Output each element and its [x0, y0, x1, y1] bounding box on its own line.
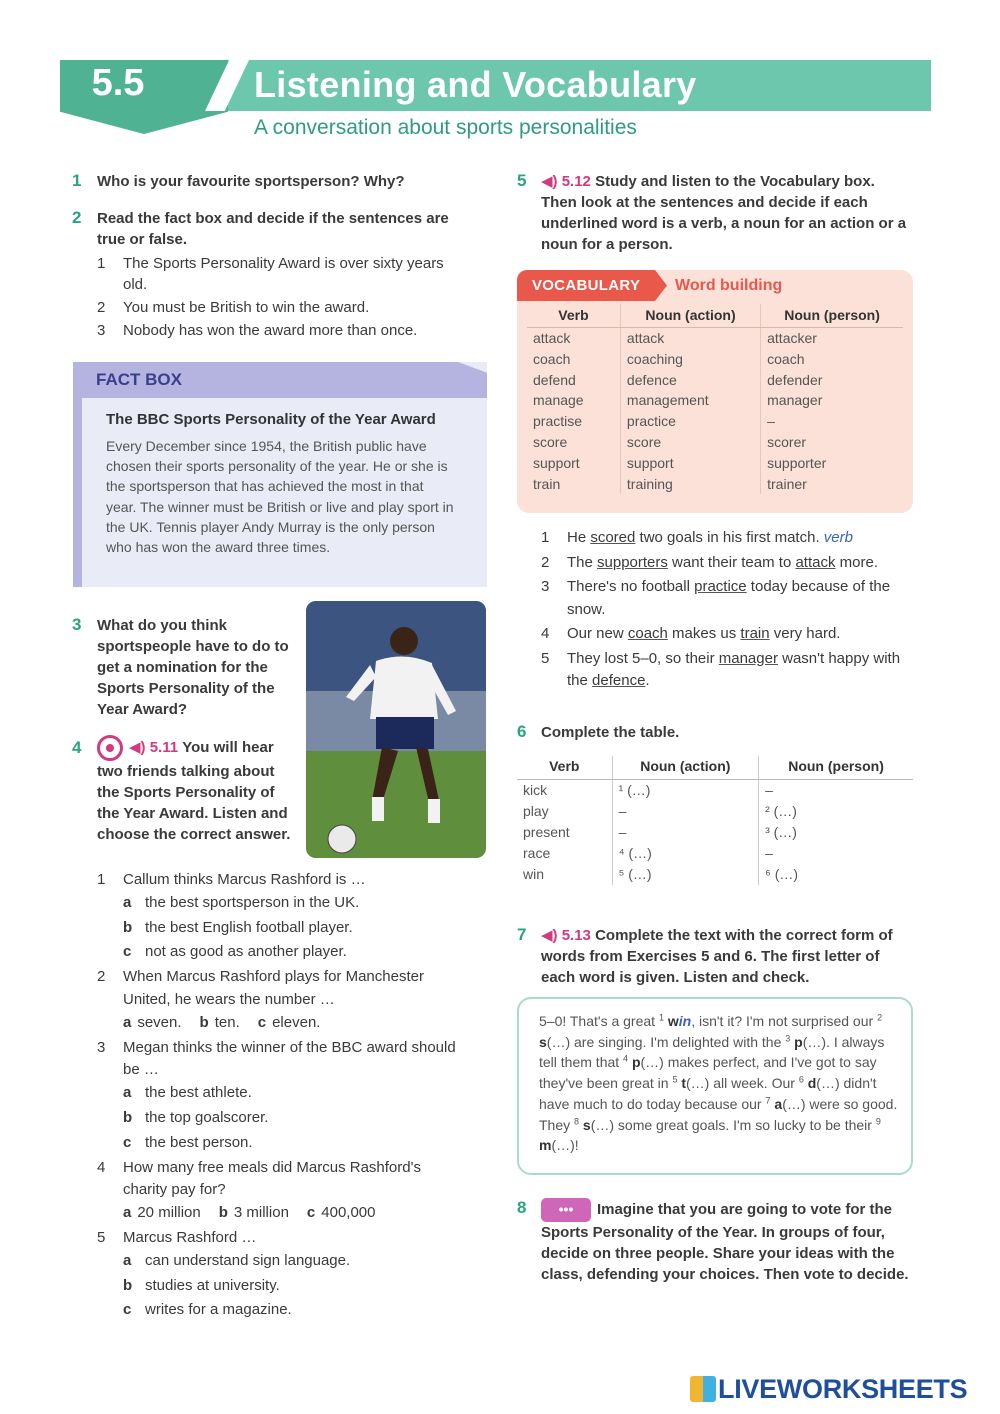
answer-option[interactable]: a seven. — [123, 1013, 182, 1031]
answer-option[interactable]: c not as good as another player. — [123, 943, 347, 961]
unit-number: 5.5 — [91, 62, 145, 104]
answer-blank[interactable]: ⁶ (…) — [759, 864, 913, 885]
audio-track[interactable]: 5.12 — [561, 173, 591, 190]
exercise-2-number: 2 — [72, 208, 82, 227]
answer-option[interactable]: a 20 million — [123, 1204, 201, 1222]
example-answer: verb — [823, 529, 853, 546]
exercise-3-question: What do you think sportspeople have to do to get a nomination for the Sports Personality of the Year Award? — [97, 617, 289, 718]
list-item: 1 The Sports Personality Award is over sixty years old. — [97, 255, 444, 293]
answer-option[interactable]: b ten. — [199, 1013, 240, 1031]
answer-option[interactable]: c 400,000 — [306, 1204, 376, 1222]
exercise-4-number: 4 — [72, 738, 82, 757]
page-subtitle: A conversation about sports personalities — [254, 116, 637, 139]
exercise-5-question: Study and listen to the Vocabulary box. Then look at the sentences and decide if each underlined word is a verb, a noun for an action or a noun for a person. — [541, 173, 907, 253]
exercise-1-question: Who is your favourite sportsperson? Why? — [97, 173, 405, 190]
answer-blank[interactable]: ² (…) — [759, 801, 913, 822]
answer-option[interactable]: c the best person. — [123, 1133, 253, 1151]
table-row: score score scorer — [527, 432, 903, 453]
exercise-1-number: 1 — [72, 171, 82, 190]
page-title: Listening and Vocabulary — [254, 64, 697, 105]
answer-option[interactable]: c eleven. — [257, 1013, 321, 1031]
answer-option[interactable]: a the best athlete. — [123, 1084, 252, 1102]
exercise-2 — [97, 208, 467, 343]
complete-table — [517, 756, 913, 885]
table-row: coach coaching coach — [527, 349, 903, 370]
exercise-5-sentences — [541, 527, 911, 695]
list-item: 4 Our new coach makes us train very hard. — [541, 625, 841, 642]
column-header: Noun (person) — [761, 304, 903, 328]
exercise-6-question: Complete the table. — [541, 724, 680, 741]
gap-fill-text: 5–0! That's a great $^1$ win, isn't it? I'm not surprised our $^2$ s(…) are singing. I'm delighted with the $^3$ p(…). I always tell them that $^4$ p(…) makes perfect, and I've got to say they've been great in $^5$ t(…) all week. Our $^6$ d(…) didn't have much to do today because our $^7$ a(…) were so good. They $^8$ s(…) some great goals. I'm so lucky to be their $^9$ m(…)! — [539, 1012, 898, 1154]
list-item: 2 The supporters want their team to attack more. — [541, 553, 878, 571]
fact-box-body: Every December since 1954, the British public have chosen their sports personality of the year. He or she is the sportsperson that has achieved the most in that year. The winner must be British or live and play sport in the UK. Tennis player Andy Murray is the only person who has won the award three times. — [106, 438, 454, 556]
exercise-4-intro — [97, 735, 297, 845]
fact-box-title: The BBC Sports Personality of the Year Award — [106, 411, 436, 428]
column-header: Noun (action) — [612, 756, 758, 780]
exercise-2-question: Read the fact box and decide if the sentences are true or false. — [97, 210, 449, 248]
target-icon — [97, 735, 123, 761]
list-item: 2 You must be British to win the award. — [97, 299, 370, 316]
vocabulary-tag-label: VOCABULARY — [532, 277, 641, 294]
list-item: 4 How many free meals did Marcus Rashford's charity pay for? a 20 million b 3 million c 400,000 — [97, 1157, 467, 1225]
table-row: win ⁵ (…) ⁶ (…) — [517, 864, 913, 885]
audio-speaker-icon[interactable]: ◀) — [541, 927, 558, 944]
table-row: practise practice – — [527, 411, 903, 432]
table-row: race ⁴ (…) – — [517, 843, 913, 864]
answer-option[interactable]: a can understand sign language. — [123, 1251, 351, 1269]
column-header: Verb — [527, 304, 620, 328]
list-item: 5 Marcus Rashford … a can understand sign language. b studies at university. c writes for a magazine. — [97, 1227, 467, 1322]
table-row: defend defence defender — [527, 370, 903, 391]
answer-blank[interactable]: ⁵ (…) — [612, 864, 758, 885]
exercise-8-question: Imagine that you are going to vote for the Sports Personality of the Year. In groups of four, decide on three people. Share your ideas with the class, defending your choices. Then vote to decide. — [541, 1200, 909, 1283]
exercise-6-number: 6 — [517, 722, 527, 741]
audio-speaker-icon[interactable]: ◀) — [541, 173, 558, 190]
table-row: support support supporter — [527, 453, 903, 474]
list-item: 1 He scored two goals in his first match. verb — [541, 529, 853, 546]
answer-option[interactable]: b 3 million — [218, 1204, 289, 1222]
audio-track[interactable]: 5.13 — [561, 927, 591, 944]
list-item: 1 Callum thinks Marcus Rashford is … a the best sportsperson in the UK. b the best English football player. c not as good as another player. — [97, 869, 467, 964]
exercise-5-intro — [541, 171, 911, 255]
list-item: 5 They lost 5–0, so their manager wasn't happy with the defence. — [541, 649, 901, 689]
table-row: manage management manager — [527, 390, 903, 411]
exercise-8-number: 8 — [517, 1198, 527, 1217]
exercise-7-question: Complete the text with the correct form of words from Exercises 5 and 6. The first letter of each word is given. Listen and check. — [541, 927, 893, 986]
column-header: Verb — [517, 756, 612, 780]
vocabulary-table — [527, 304, 903, 494]
speech-bubble-icon: ••• — [541, 1198, 591, 1222]
column-header: Noun (person) — [759, 756, 913, 780]
logo-icon — [690, 1376, 716, 1402]
list-item: 2 When Marcus Rashford plays for Manchester United, he wears the number … a seven. b ten. c eleven. — [97, 966, 467, 1034]
exercise-4-items — [97, 869, 467, 1324]
table-row: play – ² (…) — [517, 801, 913, 822]
table-row: present – ³ (…) — [517, 822, 913, 843]
exercise-3-number: 3 — [72, 615, 82, 634]
audio-speaker-icon[interactable]: ◀) — [129, 738, 146, 756]
exercise-5-number: 5 — [517, 171, 527, 190]
exercise-7-number: 7 — [517, 925, 527, 944]
answer-blank[interactable]: ⁴ (…) — [612, 843, 758, 864]
exercise-4-question: You will hear two friends talking about the Sports Personality of the Year Award. Listen and choose the correct answer. — [97, 738, 291, 843]
column-header: Noun (action) — [620, 304, 760, 328]
table-row: attack attack attacker — [527, 328, 903, 349]
table-row: kick ¹ (…) – — [517, 780, 913, 802]
exercise-7-intro — [541, 925, 913, 988]
exercise-8 — [541, 1198, 913, 1285]
answer-option[interactable]: b the best English football player. — [123, 918, 353, 936]
footballer-illustration — [306, 601, 486, 858]
answer-blank[interactable]: ¹ (…) — [612, 780, 758, 802]
list-item: 3 There's no football practice today because of the snow. — [541, 578, 891, 618]
footballer-photo — [306, 601, 486, 858]
list-item: 3 Nobody has won the award more than once. — [97, 322, 418, 339]
answer-option[interactable]: a the best sportsperson in the UK. — [123, 893, 360, 911]
answer-option[interactable]: c writes for a magazine. — [123, 1301, 292, 1319]
fact-box-label: FACT BOX — [96, 370, 182, 389]
answer-blank[interactable]: ³ (…) — [759, 822, 913, 843]
table-row: train training trainer — [527, 474, 903, 495]
answer-option[interactable]: b studies at university. — [123, 1276, 280, 1294]
audio-track[interactable]: 5.11 — [149, 738, 179, 756]
list-item: 3 Megan thinks the winner of the BBC award should be … a the best athlete. b the top goalscorer. c the best person. — [97, 1037, 467, 1155]
vocabulary-title: Word building — [675, 277, 783, 294]
liveworksheets-logo[interactable]: LIVEWORKSHEETS — [690, 1374, 967, 1405]
answer-option[interactable]: b the top goalscorer. — [123, 1108, 269, 1126]
